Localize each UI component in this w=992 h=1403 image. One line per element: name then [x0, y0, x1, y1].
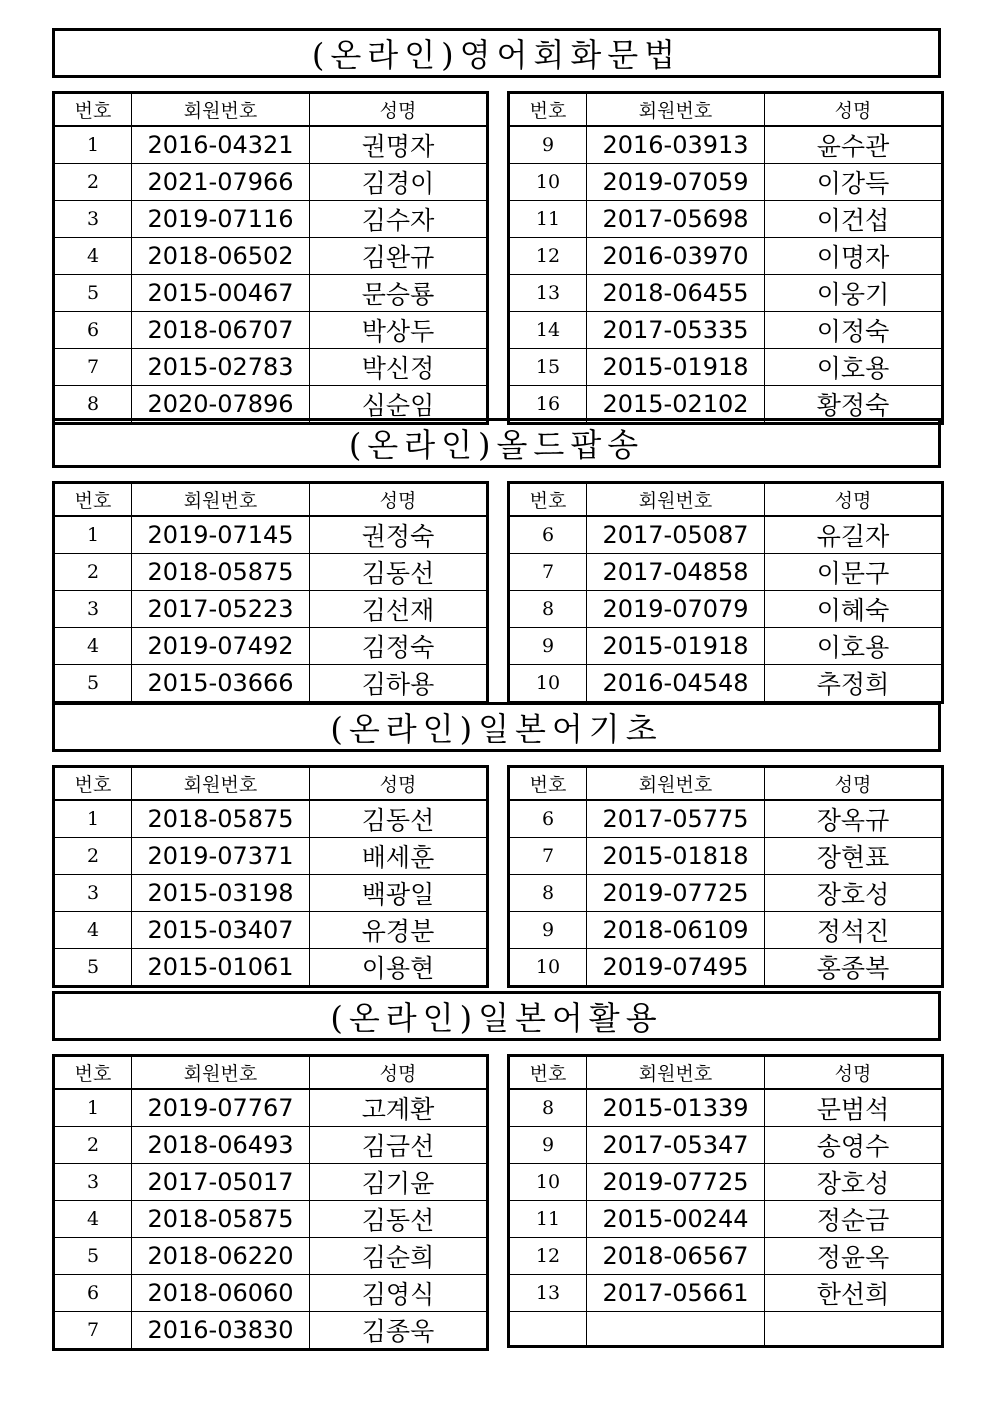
member-name: 문범석	[765, 1089, 943, 1127]
row-number: 8	[509, 591, 587, 628]
member-name: 이명자	[765, 238, 943, 275]
row-number: 1	[54, 800, 132, 838]
header-member-id: 회원번호	[132, 93, 310, 127]
row-number: 12	[509, 1238, 587, 1275]
member-name: 김금선	[310, 1127, 488, 1164]
member-id: 2018-06220	[132, 1238, 310, 1275]
member-name: 홍종복	[765, 949, 943, 987]
member-id: 2018-05875	[132, 1201, 310, 1238]
table-row	[54, 312, 488, 349]
table-row	[54, 1164, 488, 1201]
member-id: 2018-05875	[132, 800, 310, 838]
member-name: 한선희	[765, 1275, 943, 1312]
member-id: 2018-06502	[132, 238, 310, 275]
table-row	[509, 516, 943, 554]
member-name: 이강득	[765, 164, 943, 201]
table-row	[54, 554, 488, 591]
member-id: 2017-05017	[132, 1164, 310, 1201]
header-number: 번호	[54, 93, 132, 127]
member-id: 2018-06707	[132, 312, 310, 349]
member-id: 2015-00244	[587, 1201, 765, 1238]
header-member-id: 회원번호	[587, 1056, 765, 1090]
member-name: 백광일	[310, 875, 488, 912]
row-number: 4	[54, 1201, 132, 1238]
row-number: 10	[509, 1164, 587, 1201]
table-row	[509, 875, 943, 912]
member-name: 고계환	[310, 1089, 488, 1127]
member-name: 김순희	[310, 1238, 488, 1275]
member-id: 2015-01918	[587, 628, 765, 665]
table-row	[509, 349, 943, 386]
member-id: 2016-03830	[132, 1312, 310, 1350]
table-row	[509, 838, 943, 875]
header-row	[509, 1056, 943, 1090]
member-name: 이웅기	[765, 275, 943, 312]
header-member-id: 회원번호	[587, 93, 765, 127]
member-name: 김종욱	[310, 1312, 488, 1350]
member-name: 김완규	[310, 238, 488, 275]
member-id: 2019-07725	[587, 1164, 765, 1201]
table-row	[509, 275, 943, 312]
roster-table-right	[507, 91, 944, 425]
member-name: 이정숙	[765, 312, 943, 349]
member-id: 2019-07116	[132, 201, 310, 238]
member-name: 김기윤	[310, 1164, 488, 1201]
row-number: 5	[54, 665, 132, 703]
table-row	[509, 164, 943, 201]
table-row	[54, 1238, 488, 1275]
row-number	[509, 1312, 587, 1347]
row-number: 4	[54, 912, 132, 949]
header-member-id: 회원번호	[587, 483, 765, 517]
header-member-id: 회원번호	[132, 483, 310, 517]
member-name: 김영식	[310, 1275, 488, 1312]
row-number: 13	[509, 1275, 587, 1312]
row-number: 9	[509, 628, 587, 665]
member-name: 윤수관	[765, 126, 943, 164]
row-number: 7	[509, 838, 587, 875]
member-id: 2017-05347	[587, 1127, 765, 1164]
member-name: 김동선	[310, 800, 488, 838]
table-row	[54, 912, 488, 949]
table-row	[509, 912, 943, 949]
member-name: 이호용	[765, 349, 943, 386]
header-number: 번호	[54, 1056, 132, 1090]
member-name: 김정숙	[310, 628, 488, 665]
member-name: 김수자	[310, 201, 488, 238]
header-name: 성명	[765, 1056, 943, 1090]
row-number: 8	[509, 875, 587, 912]
member-id: 2016-04321	[132, 126, 310, 164]
header-member-id: 회원번호	[132, 767, 310, 801]
member-name: 문승룡	[310, 275, 488, 312]
member-name: 추정희	[765, 665, 943, 703]
member-name: 권명자	[310, 126, 488, 164]
member-id: 2015-03198	[132, 875, 310, 912]
table-row	[509, 1312, 943, 1347]
roster-table-left	[52, 765, 489, 988]
row-number: 13	[509, 275, 587, 312]
row-number: 6	[509, 516, 587, 554]
table-row	[54, 126, 488, 164]
header-name: 성명	[765, 93, 943, 127]
member-name: 심순임	[310, 386, 488, 424]
member-id: 2015-01339	[587, 1089, 765, 1127]
table-row	[54, 201, 488, 238]
member-id: 2019-07725	[587, 875, 765, 912]
header-row	[509, 483, 943, 517]
row-number: 1	[54, 126, 132, 164]
roster-table-left	[52, 1054, 489, 1351]
member-name: 황정숙	[765, 386, 943, 424]
table-row	[509, 591, 943, 628]
header-member-id: 회원번호	[132, 1056, 310, 1090]
member-name: 정윤옥	[765, 1238, 943, 1275]
row-number: 10	[509, 665, 587, 703]
table-row	[54, 628, 488, 665]
row-number: 14	[509, 312, 587, 349]
row-number: 9	[509, 912, 587, 949]
table-row	[509, 1127, 943, 1164]
member-id: 2019-07079	[587, 591, 765, 628]
header-number: 번호	[54, 483, 132, 517]
table-row	[54, 838, 488, 875]
header-row	[509, 767, 943, 801]
header-number: 번호	[509, 767, 587, 801]
table-row	[509, 201, 943, 238]
row-number: 2	[54, 164, 132, 201]
table-row	[54, 800, 488, 838]
member-name: 김경이	[310, 164, 488, 201]
row-number: 16	[509, 386, 587, 424]
member-name: 이건섭	[765, 201, 943, 238]
member-name: 유길자	[765, 516, 943, 554]
table-row	[54, 1312, 488, 1350]
member-id: 2018-06060	[132, 1275, 310, 1312]
table-row	[509, 949, 943, 987]
header-number: 번호	[509, 1056, 587, 1090]
member-id: 2018-06455	[587, 275, 765, 312]
table-row	[509, 312, 943, 349]
row-number: 7	[54, 1312, 132, 1350]
table-row	[54, 275, 488, 312]
table-row	[54, 516, 488, 554]
row-number: 6	[54, 312, 132, 349]
member-id: 2019-07495	[587, 949, 765, 987]
row-number: 11	[509, 1201, 587, 1238]
member-name: 이문구	[765, 554, 943, 591]
table-row	[509, 1201, 943, 1238]
header-name: 성명	[310, 93, 488, 127]
row-number: 9	[509, 126, 587, 164]
course-title: (온라인)올드팝송	[52, 418, 941, 468]
row-number: 3	[54, 201, 132, 238]
member-id: 2016-03970	[587, 238, 765, 275]
member-name: 정석진	[765, 912, 943, 949]
member-id: 2018-06567	[587, 1238, 765, 1275]
row-number: 12	[509, 238, 587, 275]
row-number: 3	[54, 875, 132, 912]
table-row	[509, 1238, 943, 1275]
row-number: 6	[54, 1275, 132, 1312]
member-id: 2015-01918	[587, 349, 765, 386]
member-name: 이혜숙	[765, 591, 943, 628]
table-row	[509, 1089, 943, 1127]
member-name: 정순금	[765, 1201, 943, 1238]
member-id: 2015-02102	[587, 386, 765, 424]
header-row	[54, 767, 488, 801]
member-id: 2015-03407	[132, 912, 310, 949]
row-number: 5	[54, 275, 132, 312]
roster-table-left	[52, 91, 489, 425]
header-number: 번호	[509, 93, 587, 127]
header-member-id: 회원번호	[587, 767, 765, 801]
table-row	[54, 591, 488, 628]
table-row	[54, 665, 488, 703]
row-number: 10	[509, 949, 587, 987]
member-id: 2017-04858	[587, 554, 765, 591]
row-number: 5	[54, 949, 132, 987]
table-row	[509, 554, 943, 591]
header-number: 번호	[54, 767, 132, 801]
member-id: 2015-01061	[132, 949, 310, 987]
member-id: 2015-01818	[587, 838, 765, 875]
member-name: 장호성	[765, 1164, 943, 1201]
member-name: 유경분	[310, 912, 488, 949]
row-number: 6	[509, 800, 587, 838]
header-row	[54, 483, 488, 517]
table-row	[54, 949, 488, 987]
header-name: 성명	[310, 483, 488, 517]
table-row	[54, 875, 488, 912]
table-row	[54, 349, 488, 386]
roster-table-right	[507, 481, 944, 704]
row-number: 1	[54, 516, 132, 554]
row-number: 10	[509, 164, 587, 201]
table-row	[54, 1127, 488, 1164]
member-name: 이호용	[765, 628, 943, 665]
row-number: 8	[54, 386, 132, 424]
member-name: 김하용	[310, 665, 488, 703]
header-number: 번호	[509, 483, 587, 517]
row-number: 5	[54, 1238, 132, 1275]
header-name: 성명	[765, 483, 943, 517]
member-name	[765, 1312, 943, 1347]
member-id: 2016-03913	[587, 126, 765, 164]
member-id: 2015-03666	[132, 665, 310, 703]
member-id: 2021-07966	[132, 164, 310, 201]
member-id: 2018-06109	[587, 912, 765, 949]
table-row	[509, 800, 943, 838]
table-row	[54, 164, 488, 201]
table-row	[54, 1089, 488, 1127]
member-name: 권정숙	[310, 516, 488, 554]
member-id: 2017-05223	[132, 591, 310, 628]
table-row	[509, 628, 943, 665]
member-name: 김선재	[310, 591, 488, 628]
row-number: 7	[509, 554, 587, 591]
member-id: 2020-07896	[132, 386, 310, 424]
row-number: 2	[54, 554, 132, 591]
header-row	[509, 93, 943, 127]
roster-table-left	[52, 481, 489, 704]
member-name: 박상두	[310, 312, 488, 349]
member-id	[587, 1312, 765, 1347]
course-title: (온라인)일본어기초	[52, 702, 941, 752]
member-id: 2015-00467	[132, 275, 310, 312]
table-row	[509, 1164, 943, 1201]
row-number: 15	[509, 349, 587, 386]
header-name: 성명	[765, 767, 943, 801]
member-name: 장호성	[765, 875, 943, 912]
roster-table-right	[507, 1054, 944, 1348]
member-name: 송영수	[765, 1127, 943, 1164]
course-title: (온라인)일본어활용	[52, 991, 941, 1041]
row-number: 7	[54, 349, 132, 386]
member-id: 2019-07492	[132, 628, 310, 665]
member-id: 2019-07059	[587, 164, 765, 201]
table-row	[509, 238, 943, 275]
member-id: 2016-04548	[587, 665, 765, 703]
table-row	[509, 126, 943, 164]
member-name: 이용현	[310, 949, 488, 987]
header-name: 성명	[310, 1056, 488, 1090]
row-number: 4	[54, 238, 132, 275]
member-name: 장옥규	[765, 800, 943, 838]
table-row	[54, 1201, 488, 1238]
member-id: 2019-07145	[132, 516, 310, 554]
table-row	[54, 238, 488, 275]
member-id: 2017-05775	[587, 800, 765, 838]
member-id: 2019-07371	[132, 838, 310, 875]
row-number: 8	[509, 1089, 587, 1127]
course-title: (온라인)영어회화문법	[52, 28, 941, 78]
member-name: 김동선	[310, 554, 488, 591]
member-id: 2017-05661	[587, 1275, 765, 1312]
member-name: 김동선	[310, 1201, 488, 1238]
row-number: 2	[54, 1127, 132, 1164]
row-number: 1	[54, 1089, 132, 1127]
row-number: 3	[54, 1164, 132, 1201]
member-id: 2017-05087	[587, 516, 765, 554]
table-row	[509, 665, 943, 703]
row-number: 4	[54, 628, 132, 665]
header-row	[54, 1056, 488, 1090]
roster-table-right	[507, 765, 944, 988]
header-row	[54, 93, 488, 127]
member-id: 2017-05698	[587, 201, 765, 238]
header-name: 성명	[310, 767, 488, 801]
member-name: 장현표	[765, 838, 943, 875]
row-number: 2	[54, 838, 132, 875]
row-number: 11	[509, 201, 587, 238]
row-number: 3	[54, 591, 132, 628]
member-name: 박신정	[310, 349, 488, 386]
row-number: 9	[509, 1127, 587, 1164]
table-row	[54, 1275, 488, 1312]
table-row	[509, 1275, 943, 1312]
member-name: 배세훈	[310, 838, 488, 875]
member-id: 2017-05335	[587, 312, 765, 349]
member-id: 2018-06493	[132, 1127, 310, 1164]
member-id: 2019-07767	[132, 1089, 310, 1127]
member-id: 2015-02783	[132, 349, 310, 386]
member-id: 2018-05875	[132, 554, 310, 591]
